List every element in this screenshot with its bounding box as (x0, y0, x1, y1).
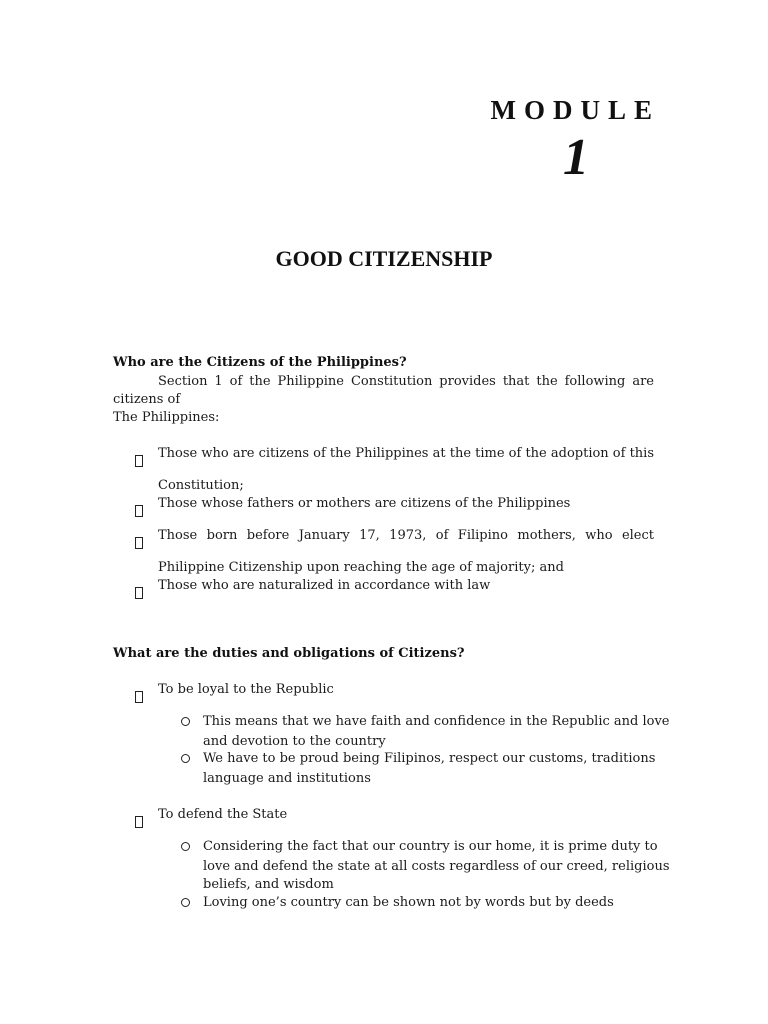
intro-line: Section 1 of the Philippine Constitution provides that the following are (158, 374, 654, 389)
duty-point-text: Loving one’s country can be shown not by words but by deeds (203, 895, 614, 910)
duty-point-text: language and institutions (203, 771, 371, 786)
duty-label: To be loyal to the Republic (158, 682, 334, 697)
circle-bullet-icon (181, 717, 190, 726)
list-item-text: Those born before January 17, 1973, of Filipino mothers, who elect (158, 528, 654, 543)
intro-line: The Philippines: (113, 410, 220, 425)
square-bullet-icon (135, 691, 145, 703)
square-bullet-icon (135, 537, 145, 549)
duty-label: To defend the State (158, 807, 288, 822)
duty-point-text: and devotion to the country (203, 734, 386, 749)
circle-bullet-icon (181, 842, 190, 851)
duty-point-text: Considering the fact that our country is our home, it is prime duty to (203, 839, 658, 854)
intro-line: citizens of (113, 392, 181, 407)
duty-point-text: This means that we have faith and confidence in the Republic and love (203, 714, 670, 729)
square-bullet-icon (135, 587, 145, 599)
duty-point-text: love and defend the state at all costs regardless of our creed, religious (203, 859, 670, 874)
module-number: 1 (563, 129, 589, 186)
duty-point-text: beliefs, and wisdom (203, 877, 334, 892)
section-heading-duties: What are the duties and obligations of Citizens? (113, 646, 465, 661)
section-heading-citizens: Who are the Citizens of the Philippines? (113, 355, 407, 370)
list-item-text: Those who are naturalized in accordance with law (158, 578, 491, 593)
list-item-text: Those who are citizens of the Philippines at the time of the adoption of this (158, 446, 654, 461)
square-bullet-icon (135, 816, 145, 828)
square-bullet-icon (135, 505, 145, 517)
list-item-text: Those whose fathers or mothers are citizens of the Philippines (158, 496, 571, 511)
page-title: GOOD CITIZENSHIP (275, 246, 493, 271)
module-label: MODULE (490, 95, 660, 125)
list-item-text: Constitution; (158, 478, 244, 493)
circle-bullet-icon (181, 898, 190, 907)
circle-bullet-icon (181, 754, 190, 763)
square-bullet-icon (135, 455, 145, 467)
duty-point-text: We have to be proud being Filipinos, respect our customs, traditions (203, 751, 656, 766)
list-item-text: Philippine Citizenship upon reaching the age of majority; and (158, 560, 564, 575)
